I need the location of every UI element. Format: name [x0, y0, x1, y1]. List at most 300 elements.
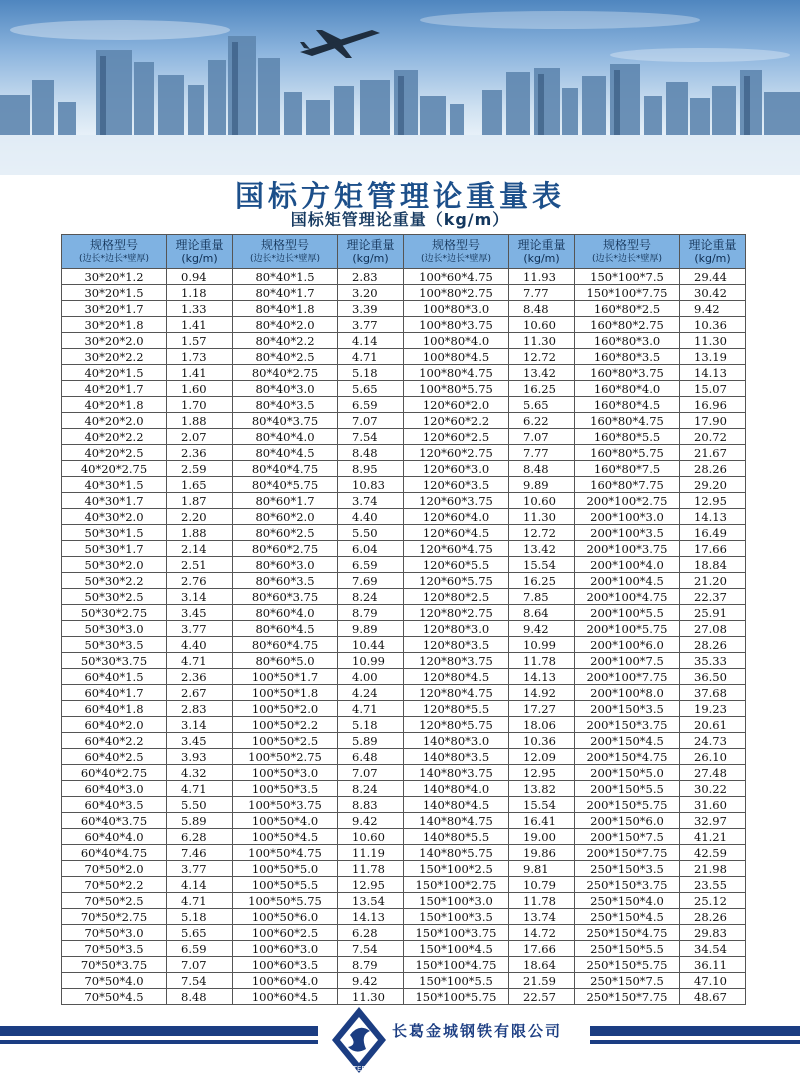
spec-cell: 120*80*5.75: [404, 717, 509, 733]
footer-stripe-left: [0, 1026, 318, 1036]
weight-cell: 47.10: [680, 973, 746, 989]
weight-cell: 3.45: [167, 733, 233, 749]
weight-cell: 29.20: [680, 477, 746, 493]
weight-cell: 3.39: [338, 301, 404, 317]
spec-cell: 120*60*3.5: [404, 477, 509, 493]
weight-cell: 7.77: [509, 445, 575, 461]
spec-cell: 140*80*4.5: [404, 797, 509, 813]
spec-cell: 250*150*7.5: [575, 973, 680, 989]
spec-cell: 120*60*2.75: [404, 445, 509, 461]
weight-cell: 11.30: [680, 333, 746, 349]
spec-cell: 100*50*2.5: [233, 733, 338, 749]
spec-cell: 250*150*3.5: [575, 861, 680, 877]
spec-cell: 70*50*3.0: [62, 925, 167, 941]
spec-cell: 250*150*4.5: [575, 909, 680, 925]
spec-cell: 80*60*4.0: [233, 605, 338, 621]
weight-cell: 15.07: [680, 381, 746, 397]
spec-cell: 70*50*2.0: [62, 861, 167, 877]
table-row: [62, 637, 746, 653]
spec-cell: 120*60*5.5: [404, 557, 509, 573]
spec-cell: 100*50*5.5: [233, 877, 338, 893]
spec-cell: 250*150*7.75: [575, 989, 680, 1005]
spec-cell: 80*60*2.5: [233, 525, 338, 541]
weight-cell: 1.73: [167, 349, 233, 365]
weight-cell: 14.13: [680, 509, 746, 525]
spec-cell: 70*50*3.75: [62, 957, 167, 973]
spec-cell: 150*100*5.5: [404, 973, 509, 989]
spec-cell: 120*80*3.5: [404, 637, 509, 653]
spec-cell: 60*40*2.0: [62, 717, 167, 733]
spec-cell: 100*80*3.75: [404, 317, 509, 333]
table-row: [62, 317, 746, 333]
spec-cell: 150*100*2.5: [404, 861, 509, 877]
spec-cell: 100*60*4.0: [233, 973, 338, 989]
page-title: 国标方矩管理论重量表: [234, 179, 565, 213]
weight-cell: 2.59: [167, 461, 233, 477]
weight-cell: 13.42: [509, 541, 575, 557]
weight-cell: 17.90: [680, 413, 746, 429]
weight-cell: 4.32: [167, 765, 233, 781]
weight-cell: 28.26: [680, 909, 746, 925]
spec-cell: 100*50*3.75: [233, 797, 338, 813]
city-skyline-image: [0, 0, 800, 175]
spec-cell: 40*30*1.5: [62, 477, 167, 493]
spec-cell: 40*20*2.2: [62, 429, 167, 445]
spec-cell: 80*60*2.0: [233, 509, 338, 525]
spec-cell: 60*40*3.0: [62, 781, 167, 797]
spec-cell: 200*100*2.75: [575, 493, 680, 509]
spec-cell: 40*20*2.5: [62, 445, 167, 461]
spec-cell: 150*100*3.5: [404, 909, 509, 925]
weight-cell: 7.07: [338, 413, 404, 429]
table-row: [62, 989, 746, 1005]
spec-cell: 120*80*3.75: [404, 653, 509, 669]
spec-cell: 140*80*3.0: [404, 733, 509, 749]
weight-cell: 2.67: [167, 685, 233, 701]
table-row: [62, 349, 746, 365]
spec-cell: 150*100*3.0: [404, 893, 509, 909]
spec-cell: 100*50*2.75: [233, 749, 338, 765]
weight-cell: 8.48: [338, 445, 404, 461]
weight-cell: 10.99: [338, 653, 404, 669]
spec-cell: 40*20*1.8: [62, 397, 167, 413]
weight-cell: 30.42: [680, 285, 746, 301]
page-subtitle: 国标矩管理论重量（kg/m）: [290, 210, 510, 229]
spec-cell: 60*40*4.75: [62, 845, 167, 861]
spec-cell: 80*40*4.75: [233, 461, 338, 477]
spec-cell: 60*40*2.5: [62, 749, 167, 765]
spec-cell: 200*100*7.5: [575, 653, 680, 669]
weight-cell: 4.71: [167, 893, 233, 909]
weight-header: 理论重量 (kg/m): [338, 235, 404, 269]
table-row: [62, 461, 746, 477]
weight-cell: 5.65: [509, 397, 575, 413]
spec-cell: 150*100*3.75: [404, 925, 509, 941]
spec-cell: 80*40*3.5: [233, 397, 338, 413]
spec-cell: 30*20*2.0: [62, 333, 167, 349]
weight-cell: 8.48: [509, 461, 575, 477]
spec-cell: 150*100*4.75: [404, 957, 509, 973]
spec-cell: 80*40*2.2: [233, 333, 338, 349]
spec-cell: 200*100*5.5: [575, 605, 680, 621]
spec-cell: 80*40*1.5: [233, 269, 338, 285]
spec-cell: 200*150*6.0: [575, 813, 680, 829]
weight-cell: 6.59: [338, 557, 404, 573]
spec-cell: 120*60*2.0: [404, 397, 509, 413]
spec-cell: 100*80*5.75: [404, 381, 509, 397]
weight-cell: 7.07: [509, 429, 575, 445]
spec-cell: 250*150*3.75: [575, 877, 680, 893]
weight-cell: 21.98: [680, 861, 746, 877]
weight-cell: 0.94: [167, 269, 233, 285]
weight-cell: 8.64: [509, 605, 575, 621]
weight-cell: 19.00: [509, 829, 575, 845]
weight-table: [61, 234, 746, 1005]
spec-cell: 200*100*3.0: [575, 509, 680, 525]
table-row: [62, 813, 746, 829]
weight-cell: 4.40: [338, 509, 404, 525]
table-row: [62, 285, 746, 301]
spec-cell: 80*60*5.0: [233, 653, 338, 669]
table-row: [62, 845, 746, 861]
spec-cell: 200*150*3.75: [575, 717, 680, 733]
spec-cell: 30*20*1.7: [62, 301, 167, 317]
weight-cell: 13.42: [509, 365, 575, 381]
weight-cell: 5.18: [167, 909, 233, 925]
spec-cell: 120*60*4.75: [404, 541, 509, 557]
weight-cell: 9.42: [509, 621, 575, 637]
spec-cell: 70*50*3.5: [62, 941, 167, 957]
weight-cell: 22.57: [509, 989, 575, 1005]
table-row: [62, 429, 746, 445]
table-row: [62, 909, 746, 925]
weight-cell: 10.36: [509, 733, 575, 749]
weight-cell: 18.64: [509, 957, 575, 973]
weight-cell: 6.22: [509, 413, 575, 429]
table-row: [62, 797, 746, 813]
spec-cell: 160*80*2.5: [575, 301, 680, 317]
spec-cell: 200*150*5.75: [575, 797, 680, 813]
spec-cell: 160*80*4.5: [575, 397, 680, 413]
weight-cell: 28.26: [680, 637, 746, 653]
table-row: [62, 765, 746, 781]
weight-cell: 15.54: [509, 557, 575, 573]
table-row: [62, 365, 746, 381]
spec-cell: 70*50*4.0: [62, 973, 167, 989]
spec-cell: 160*80*7.75: [575, 477, 680, 493]
spec-cell: 70*50*4.5: [62, 989, 167, 1005]
weight-cell: 4.71: [338, 701, 404, 717]
spec-cell: 120*80*5.5: [404, 701, 509, 717]
table-row: [62, 605, 746, 621]
spec-cell: 100*80*3.0: [404, 301, 509, 317]
table-row: [62, 541, 746, 557]
weight-cell: 5.65: [338, 381, 404, 397]
table-row: [62, 269, 746, 285]
weight-cell: 4.00: [338, 669, 404, 685]
weight-cell: 2.76: [167, 573, 233, 589]
table-row: [62, 397, 746, 413]
weight-cell: 29.83: [680, 925, 746, 941]
spec-cell: 160*80*5.5: [575, 429, 680, 445]
weight-cell: 36.11: [680, 957, 746, 973]
weight-cell: 7.69: [338, 573, 404, 589]
weight-cell: 37.68: [680, 685, 746, 701]
weight-cell: 13.82: [509, 781, 575, 797]
spec-cell: 80*40*1.7: [233, 285, 338, 301]
weight-cell: 20.61: [680, 717, 746, 733]
spec-cell: 60*40*3.5: [62, 797, 167, 813]
weight-cell: 5.18: [338, 717, 404, 733]
weight-cell: 1.87: [167, 493, 233, 509]
spec-cell: 50*30*2.75: [62, 605, 167, 621]
weight-cell: 12.72: [509, 349, 575, 365]
weight-cell: 5.89: [338, 733, 404, 749]
weight-cell: 1.41: [167, 317, 233, 333]
weight-cell: 35.33: [680, 653, 746, 669]
spec-cell: 120*60*4.5: [404, 525, 509, 541]
spec-cell: 80*60*2.75: [233, 541, 338, 557]
spec-cell: 250*150*5.75: [575, 957, 680, 973]
weight-cell: 9.42: [338, 973, 404, 989]
spec-cell: 80*40*2.0: [233, 317, 338, 333]
spec-cell: 100*50*3.5: [233, 781, 338, 797]
weight-cell: 3.74: [338, 493, 404, 509]
weight-cell: 12.95: [338, 877, 404, 893]
weight-cell: 3.14: [167, 717, 233, 733]
spec-cell: 120*80*2.75: [404, 605, 509, 621]
weight-cell: 26.10: [680, 749, 746, 765]
company-logo-icon: [330, 1005, 388, 1075]
weight-cell: 7.85: [509, 589, 575, 605]
spec-cell: 40*30*1.7: [62, 493, 167, 509]
spec-cell: 40*20*1.7: [62, 381, 167, 397]
spec-cell: 160*80*3.0: [575, 333, 680, 349]
weight-cell: 12.72: [509, 525, 575, 541]
weight-header: 理论重量 (kg/m): [680, 235, 746, 269]
weight-cell: 19.23: [680, 701, 746, 717]
spec-cell: 120*60*2.2: [404, 413, 509, 429]
spec-cell: 160*80*4.0: [575, 381, 680, 397]
spec-cell: 80*40*4.5: [233, 445, 338, 461]
spec-cell: 40*20*2.0: [62, 413, 167, 429]
weight-cell: 8.79: [338, 605, 404, 621]
spec-cell: 40*20*2.75: [62, 461, 167, 477]
spec-cell: 100*60*4.5: [233, 989, 338, 1005]
weight-cell: 5.50: [167, 797, 233, 813]
spec-cell: 100*50*2.0: [233, 701, 338, 717]
weight-cell: 1.33: [167, 301, 233, 317]
spec-cell: 50*30*2.5: [62, 589, 167, 605]
table-row: [62, 477, 746, 493]
spec-cell: 200*100*3.5: [575, 525, 680, 541]
spec-cell: 160*80*5.75: [575, 445, 680, 461]
weight-cell: 6.04: [338, 541, 404, 557]
weight-cell: 4.14: [338, 333, 404, 349]
spec-cell: 70*50*2.75: [62, 909, 167, 925]
weight-cell: 8.24: [338, 589, 404, 605]
weight-cell: 28.26: [680, 461, 746, 477]
weight-cell: 27.48: [680, 765, 746, 781]
weight-cell: 3.77: [338, 317, 404, 333]
weight-cell: 9.89: [509, 477, 575, 493]
weight-table-container: [61, 234, 745, 1005]
spec-cell: 100*50*4.5: [233, 829, 338, 845]
spec-cell: 140*80*3.75: [404, 765, 509, 781]
logo-text: STEEL: [348, 1065, 370, 1073]
spec-cell: 120*80*2.5: [404, 589, 509, 605]
spec-cell: 30*20*1.5: [62, 285, 167, 301]
table-body: [62, 269, 746, 1005]
spec-cell: 120*60*3.0: [404, 461, 509, 477]
spec-cell: 150*100*4.5: [404, 941, 509, 957]
spec-cell: 250*150*4.75: [575, 925, 680, 941]
weight-cell: 6.59: [338, 397, 404, 413]
table-row: [62, 653, 746, 669]
weight-cell: 3.20: [338, 285, 404, 301]
weight-cell: 13.54: [338, 893, 404, 909]
spec-cell: 60*40*4.0: [62, 829, 167, 845]
spec-cell: 100*80*4.75: [404, 365, 509, 381]
weight-cell: 10.99: [509, 637, 575, 653]
weight-cell: 14.13: [680, 365, 746, 381]
weight-cell: 8.83: [338, 797, 404, 813]
spec-header: 规格型号 (边长*边长*壁厚): [575, 235, 680, 269]
table-row: [62, 493, 746, 509]
weight-header: 理论重量 (kg/m): [167, 235, 233, 269]
spec-cell: 140*80*4.75: [404, 813, 509, 829]
weight-cell: 6.28: [167, 829, 233, 845]
weight-cell: 11.30: [509, 333, 575, 349]
spec-cell: 80*40*2.5: [233, 349, 338, 365]
spec-cell: 60*40*3.75: [62, 813, 167, 829]
weight-cell: 10.60: [509, 493, 575, 509]
spec-cell: 150*100*5.75: [404, 989, 509, 1005]
spec-cell: 80*40*1.8: [233, 301, 338, 317]
spec-cell: 150*100*7.75: [575, 285, 680, 301]
spec-cell: 200*100*3.75: [575, 541, 680, 557]
table-row: [62, 445, 746, 461]
weight-cell: 7.54: [167, 973, 233, 989]
weight-cell: 2.51: [167, 557, 233, 573]
weight-cell: 9.42: [680, 301, 746, 317]
weight-cell: 4.24: [338, 685, 404, 701]
weight-cell: 11.93: [509, 269, 575, 285]
spec-cell: 80*60*4.75: [233, 637, 338, 653]
spec-cell: 200*150*3.5: [575, 701, 680, 717]
spec-cell: 140*80*4.0: [404, 781, 509, 797]
weight-cell: 11.78: [509, 893, 575, 909]
spec-cell: 80*40*4.0: [233, 429, 338, 445]
table-row: [62, 717, 746, 733]
weight-cell: 7.54: [338, 429, 404, 445]
spec-header: 规格型号 (边长*边长*壁厚): [233, 235, 338, 269]
weight-cell: 9.42: [338, 813, 404, 829]
spec-cell: 100*60*2.5: [233, 925, 338, 941]
spec-header: 规格型号 (边长*边长*壁厚): [62, 235, 167, 269]
spec-cell: 200*150*5.5: [575, 781, 680, 797]
spec-cell: 50*30*1.7: [62, 541, 167, 557]
spec-cell: 50*30*1.5: [62, 525, 167, 541]
weight-cell: 34.54: [680, 941, 746, 957]
spec-cell: 70*50*2.2: [62, 877, 167, 893]
spec-header: 规格型号 (边长*边长*壁厚): [404, 235, 509, 269]
weight-cell: 16.41: [509, 813, 575, 829]
spec-cell: 200*150*7.75: [575, 845, 680, 861]
table-row: [62, 701, 746, 717]
spec-cell: 150*100*7.5: [575, 269, 680, 285]
weight-cell: 32.97: [680, 813, 746, 829]
spec-cell: 30*20*1.8: [62, 317, 167, 333]
table-row: [62, 413, 746, 429]
weight-header: 理论重量 (kg/m): [509, 235, 575, 269]
weight-cell: 15.54: [509, 797, 575, 813]
table-row: [62, 893, 746, 909]
spec-cell: 50*30*2.2: [62, 573, 167, 589]
weight-cell: 7.54: [338, 941, 404, 957]
weight-cell: 2.07: [167, 429, 233, 445]
spec-cell: 200*100*8.0: [575, 685, 680, 701]
weight-cell: 1.65: [167, 477, 233, 493]
spec-cell: 250*150*5.5: [575, 941, 680, 957]
spec-cell: 30*20*1.2: [62, 269, 167, 285]
spec-cell: 50*30*3.0: [62, 621, 167, 637]
weight-cell: 16.25: [509, 573, 575, 589]
spec-cell: 100*50*5.0: [233, 861, 338, 877]
table-row: [62, 685, 746, 701]
spec-cell: 100*80*2.75: [404, 285, 509, 301]
weight-cell: 1.88: [167, 525, 233, 541]
footer-stripe-right-thin: [590, 1040, 800, 1044]
weight-cell: 2.36: [167, 669, 233, 685]
weight-cell: 9.89: [338, 621, 404, 637]
header-banner: [0, 0, 800, 175]
spec-cell: 70*50*2.5: [62, 893, 167, 909]
weight-cell: 2.20: [167, 509, 233, 525]
weight-cell: 21.59: [509, 973, 575, 989]
weight-cell: 7.77: [509, 285, 575, 301]
spec-cell: 100*60*4.75: [404, 269, 509, 285]
spec-cell: 200*100*7.75: [575, 669, 680, 685]
table-row: [62, 525, 746, 541]
weight-cell: 2.14: [167, 541, 233, 557]
spec-cell: 100*50*1.8: [233, 685, 338, 701]
weight-cell: 14.13: [338, 909, 404, 925]
spec-cell: 100*50*3.0: [233, 765, 338, 781]
weight-cell: 5.65: [167, 925, 233, 941]
table-row: [62, 509, 746, 525]
spec-cell: 140*80*5.5: [404, 829, 509, 845]
weight-cell: 41.21: [680, 829, 746, 845]
spec-cell: 250*150*4.0: [575, 893, 680, 909]
weight-cell: 17.66: [680, 541, 746, 557]
spec-cell: 50*30*3.75: [62, 653, 167, 669]
table-row: [62, 333, 746, 349]
table-row: [62, 669, 746, 685]
spec-cell: 80*40*5.75: [233, 477, 338, 493]
weight-cell: 13.74: [509, 909, 575, 925]
weight-cell: 18.06: [509, 717, 575, 733]
weight-cell: 4.71: [167, 653, 233, 669]
table-row: [62, 829, 746, 845]
table-row: [62, 573, 746, 589]
spec-cell: 50*30*3.5: [62, 637, 167, 653]
table-row: [62, 381, 746, 397]
weight-cell: 11.78: [338, 861, 404, 877]
weight-cell: 19.86: [509, 845, 575, 861]
weight-cell: 17.66: [509, 941, 575, 957]
weight-cell: 17.27: [509, 701, 575, 717]
